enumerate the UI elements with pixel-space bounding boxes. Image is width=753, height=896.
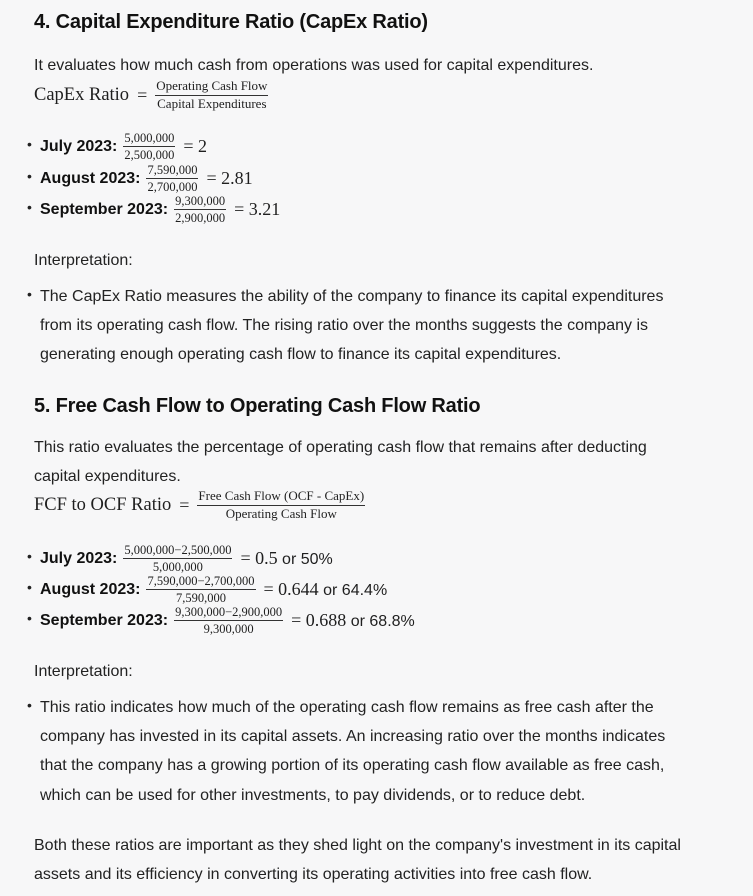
- formula-denominator: Operating Cash Flow: [225, 505, 337, 521]
- capex-ratio-formula: [34, 79, 268, 111]
- conclusion-line: assets and its efficiency in converting its operating activities into free cash flow.: [34, 866, 593, 883]
- bullet-icon: •: [27, 136, 32, 152]
- item-fraction: [123, 131, 175, 162]
- formula-denominator: Capital Expenditures: [157, 95, 267, 111]
- bullet-icon: •: [27, 548, 32, 564]
- formula-equals: =: [137, 84, 148, 105]
- item-fraction: [174, 194, 226, 225]
- item-label: September 2023:: [40, 200, 169, 218]
- interpretation-line: company has invested in its capital assets. An increasing ratio over the months indicates: [40, 728, 666, 745]
- section-4-heading: 4. Capital Expenditure Ratio (CapEx Ratio): [34, 11, 428, 33]
- interpretation-line: from its operating cash flow. The rising ratio over the months suggests the company is: [40, 317, 648, 334]
- capex-item-july: [40, 131, 207, 162]
- item-result: [264, 579, 388, 600]
- item-numerator: 7,590,000−2,700,000: [147, 574, 255, 588]
- section-5-heading: 5. Free Cash Flow to Operating Cash Flow Ratio: [34, 395, 481, 417]
- fcf-ocf-ratio-formula: [34, 489, 365, 521]
- section-4-intro: It evaluates how much cash from operations was used for capital expenditures.: [34, 57, 594, 74]
- item-fraction: [146, 574, 255, 605]
- item-numerator: 7,590,000: [147, 163, 198, 177]
- item-denominator: 5,000,000: [152, 560, 203, 574]
- interpretation-line: which can be used for other investments, to pay dividends, or to reduce debt.: [40, 787, 586, 804]
- bullet-icon: •: [27, 286, 32, 302]
- formula-numerator: Operating Cash Flow: [155, 79, 268, 96]
- bullet-icon: •: [27, 199, 32, 215]
- item-label: August 2023:: [40, 169, 141, 187]
- item-denominator: 2,700,000: [147, 180, 198, 194]
- item-result-percent: or 50%: [277, 551, 333, 568]
- item-result: [240, 548, 332, 569]
- bullet-icon: •: [27, 168, 32, 184]
- item-denominator: 7,590,000: [176, 591, 226, 605]
- item-denominator: 2,900,000: [175, 211, 226, 225]
- formula-fraction: [155, 79, 268, 111]
- capex-item-august: [40, 163, 253, 194]
- item-label: September 2023:: [40, 611, 169, 629]
- capex-item-september: [40, 194, 280, 225]
- item-result-percent: or 68.8%: [346, 613, 415, 630]
- item-result: [291, 610, 415, 631]
- interpretation-label: Interpretation:: [34, 663, 133, 680]
- formula-fraction: [197, 489, 365, 521]
- formula-lhs: FCF to OCF Ratio: [34, 494, 172, 515]
- bullet-icon: •: [27, 610, 32, 626]
- fcf-item-september: [40, 605, 415, 636]
- item-result-value: = 0.5: [240, 548, 278, 568]
- item-numerator: 5,000,000: [124, 131, 175, 145]
- item-denominator: 2,500,000: [124, 148, 175, 162]
- interpretation-label: Interpretation:: [34, 252, 133, 269]
- item-numerator: 9,300,000: [175, 194, 226, 208]
- fcf-item-july: [40, 543, 333, 574]
- item-label: July 2023:: [40, 549, 118, 567]
- item-fraction: [174, 605, 283, 636]
- bullet-icon: •: [27, 697, 32, 713]
- conclusion-line: Both these ratios are important as they shed light on the company's investment in its capital: [34, 837, 681, 854]
- interpretation-line: The CapEx Ratio measures the ability of the company to finance its capital expenditures: [40, 288, 664, 305]
- item-fraction: [146, 163, 198, 194]
- formula-lhs: CapEx Ratio: [34, 84, 130, 105]
- item-result: = 3.21: [234, 199, 281, 219]
- item-label: August 2023:: [40, 580, 141, 598]
- interpretation-line: This ratio indicates how much of the operating cash flow remains as free cash after the: [40, 699, 654, 716]
- item-fraction: [123, 543, 232, 574]
- item-numerator: 9,300,000−2,900,000: [175, 605, 283, 619]
- formula-equals: =: [179, 494, 190, 515]
- item-numerator: 5,000,000−2,500,000: [124, 543, 232, 557]
- section-5-intro-line: capital expenditures.: [34, 468, 181, 485]
- interpretation-line: that the company has a growing portion of its operating cash flow available as free cash,: [40, 757, 665, 774]
- item-result-percent: or 64.4%: [318, 582, 388, 599]
- section-5-intro-line: This ratio evaluates the percentage of operating cash flow that remains after deducting: [34, 439, 647, 456]
- item-result: = 2: [183, 136, 208, 156]
- interpretation-line: generating enough operating cash flow to finance its capital expenditures.: [40, 346, 562, 363]
- item-label: July 2023:: [40, 137, 118, 155]
- item-denominator: 9,300,000: [203, 622, 254, 636]
- item-result: = 2.81: [206, 168, 253, 188]
- formula-numerator: Free Cash Flow (OCF - CapEx): [197, 489, 365, 506]
- bullet-icon: •: [27, 579, 32, 595]
- item-result-value: = 0.644: [263, 579, 319, 599]
- item-result-value: = 0.688: [291, 610, 347, 630]
- fcf-item-august: [40, 574, 387, 605]
